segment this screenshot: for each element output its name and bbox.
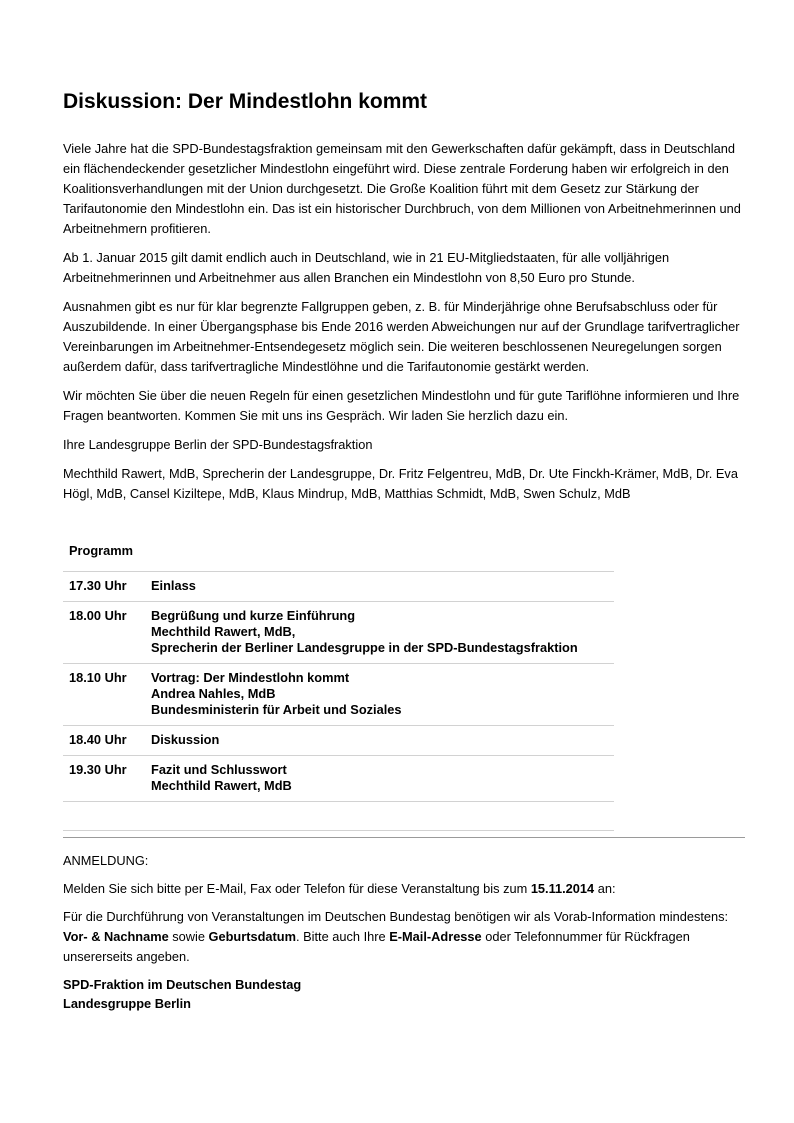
program-row (63, 602, 614, 664)
registration-deadline-date: 15.11.2014 (530, 881, 595, 896)
program-item-line: Mechthild Rawert, MdB (151, 778, 292, 793)
program-item (151, 602, 614, 664)
requirements-text: sowie (168, 929, 209, 944)
program-time: 18.40 Uhr (63, 726, 151, 756)
registration-deadline (63, 879, 747, 899)
registration-requirements (63, 907, 747, 967)
page-title: Diskussion: Der Mindestlohn kommt (63, 90, 428, 113)
program-time: 19.30 Uhr (63, 756, 151, 802)
registration-heading: ANMELDUNG: (63, 853, 149, 868)
program-row (63, 726, 614, 756)
requirements-text: Für die Durchführung von Veranstaltungen im Deutschen Bundestag benötigen wir als Vorab-Information mindestens: (63, 909, 729, 924)
intro-text (63, 139, 747, 513)
registration-section (63, 851, 747, 1021)
requirements-email: E-Mail-Adresse (389, 929, 482, 944)
program-header-row (63, 537, 614, 572)
organizer-signature (63, 975, 747, 1013)
program-row (63, 664, 614, 726)
requirements-text: . Bitte auch Ihre (296, 929, 390, 944)
program-table (63, 537, 614, 831)
organizer-group: Landesgruppe Berlin (63, 996, 191, 1011)
registration-deadline-text: Melden Sie sich bitte per E-Mail, Fax oder Telefon für diese Veranstaltung bis zum (63, 881, 531, 896)
organizer-name: SPD-Fraktion im Deutschen Bundestag (63, 977, 302, 992)
program-item-line: Vortrag: Der Mindestlohn kommt (151, 670, 350, 685)
program-item-line: Andrea Nahles, MdB (151, 686, 276, 701)
requirements-birthdate: Geburtsdatum (208, 929, 297, 944)
intro-signature: Ihre Landesgruppe Berlin der SPD-Bundestagsfraktion (63, 437, 373, 452)
program-item (151, 664, 614, 726)
program-item-line: Sprecherin der Berliner Landesgruppe in der SPD-Bundestagsfraktion (151, 640, 578, 655)
program-item-line: Bundesministerin für Arbeit und Soziales (151, 702, 402, 717)
intro-members: Mechthild Rawert, MdB, Sprecherin der Landesgruppe, Dr. Fritz Felgentreu, MdB, Dr. Ute Finckh-Krämer, MdB, Dr. Eva Högl, MdB, Cansel Kiziltepe, MdB, Klaus Mindrup, MdB, Matthias Schmidt, MdB, Swen Schulz, MdB (63, 466, 738, 501)
program-empty-row (63, 802, 614, 831)
program-row (63, 756, 614, 802)
program-item (151, 726, 614, 756)
program-time: 18.00 Uhr (63, 602, 151, 664)
program-time: 17.30 Uhr (63, 572, 151, 602)
program-item-line: Fazit und Schlusswort (151, 762, 287, 777)
program-item (151, 756, 614, 802)
intro-paragraph-2: Ab 1. Januar 2015 gilt damit endlich auch in Deutschland, wie in 21 EU-Mitgliedstaaten, für alle volljährigen Arbeitnehmerinnen und Arbeitnehmer aus allen Branchen ein Mindestlohn von 8,50 Euro pro Stunde. (63, 250, 670, 285)
program-item (151, 572, 614, 602)
program-header-spacer (151, 537, 614, 572)
program-empty-cell (151, 802, 614, 831)
program-item-line: Begrüßung und kurze Einführung (151, 608, 356, 623)
intro-paragraph-3: Ausnahmen gibt es nur für klar begrenzte Fallgruppen geben, z. B. für Minderjährige ohne Berufsabschluss oder für Auszubildende. In einer Übergangsphase bis Ende 2016 werden Abweichungen nur auf der Grundlage tarifvertraglicher Vereinbarungen im Arbeitnehmer-Entsendegesetz möglich sein. Die weiteren beschlossenen Neuregelungen sorgen außerdem dafür, dass tarifvertragliche Mindestlöhne und die Tarifautonomie gestärkt werden. (63, 299, 740, 374)
registration-deadline-text-end: an: (594, 881, 616, 896)
intro-paragraph-4: Wir möchten Sie über die neuen Regeln für einen gesetzlichen Mindestlohn und für gute Tariflöhne informieren und Ihre Fragen beantworten. Kommen Sie mit uns ins Gespräch. Wir laden Sie herzlich dazu ein. (63, 388, 740, 423)
program-item-line: Mechthild Rawert, MdB, (151, 624, 296, 639)
program-empty-cell (63, 802, 151, 831)
requirements-name: Vor- & Nachname (63, 929, 169, 944)
program-row (63, 572, 614, 602)
requirements-text: oder Telefonnummer für Rückfragen unsererseits angeben. (63, 929, 690, 964)
program-time: 18.10 Uhr (63, 664, 151, 726)
program-header: Programm (69, 543, 134, 558)
program-item-line: Einlass (151, 578, 196, 593)
section-divider (63, 837, 745, 838)
program-item-line: Diskussion (151, 732, 220, 747)
intro-paragraph-1: Viele Jahre hat die SPD-Bundestagsfraktion gemeinsam mit den Gewerkschaften dafür gekämpft, dass in Deutschland ein flächendeckender gesetzlicher Mindestlohn eingeführt wird. Diese zentrale Forderung haben wir erfolgreich in den Koalitionsverhandlungen mit der Union durchgesetzt. Die Große Koalition führt mit dem Gesetz zur Stärkung der Tarifautonomie den Mindestlohn ein. Das ist ein historischer Durchbruch, von dem Millionen von Arbeitnehmerinnen und Arbeitnehmern profitieren. (63, 141, 741, 236)
